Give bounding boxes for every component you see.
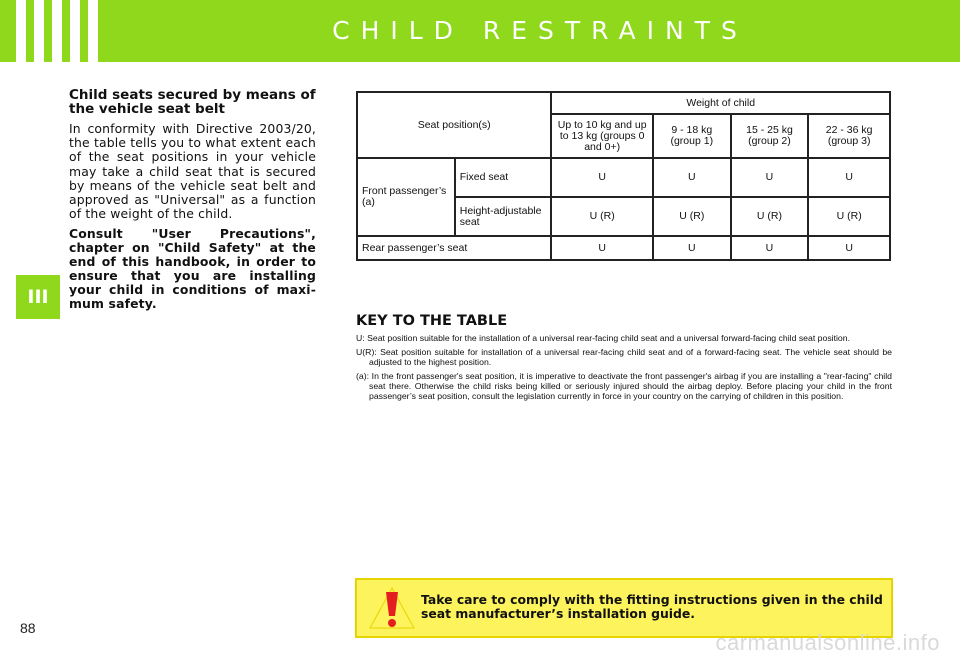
key-item: U: Seat position suitable for the installation of a universal rear-facing child seat and a universal forward-facing child seat position. (356, 333, 851, 343)
warning-text: Take care to comply with the fitting instructions given in the child seat manufacturer’s installation guide. (421, 592, 883, 621)
table-cell: U (731, 236, 809, 260)
precautions-paragraph: Consult "User Precautions", chapter on "Child Safety" at the end of this handbook, in order to ensure that you are installing your child in conditions of maxi-mum safety. (69, 226, 316, 312)
table-cell: U (731, 158, 809, 197)
seat-position-header: Seat position(s) (357, 92, 551, 158)
chapter-title: CHILD RESTRAINTS (332, 16, 748, 45)
table-cell: U (R) (731, 197, 809, 236)
table-cell: U (R) (551, 197, 653, 236)
intro-section (69, 88, 316, 311)
row-label: Rear passenger’s seat (357, 236, 551, 260)
intro-paragraph: In conformity with Directive 2003/20, the table tells you to what extent each of the seat positions in your vehicle may take a child seat that is secured by means of the vehicle seat belt and approved as "Universal" as a function of the weight of the child. (69, 121, 316, 222)
table-row (357, 236, 890, 260)
header-stripe (52, 0, 62, 62)
group-header: 9 - 18 kg (group 1) (653, 114, 731, 158)
key-section (356, 313, 892, 405)
table-cell: U (653, 236, 731, 260)
chapter-tab: III (16, 275, 60, 319)
weight-header: Weight of child (551, 92, 890, 114)
header-stripe (34, 0, 44, 62)
table-header-row (357, 92, 890, 114)
front-passenger-label: Front passenger’s (a) (357, 158, 455, 236)
child-seat-table (356, 91, 891, 261)
group-header: 22 - 36 kg (group 3) (808, 114, 890, 158)
chapter-header (0, 0, 960, 62)
table-row (357, 158, 890, 197)
table-cell: U (551, 236, 653, 260)
key-item: (a): In the front passenger's seat position, it is imperative to deactivate the front passenger's airbag if you are installing a "rear-facing" child seat there. Otherwise the child risks being killed or seriously injured should the airbag deploy. Before placing your child in the front passenger’s seat position, consult the legislation currently in force in your country on the carrying of children in this position. (356, 371, 892, 401)
warning-exclamation-icon (369, 586, 415, 630)
warning-box (355, 578, 893, 638)
header-stripe (16, 0, 26, 62)
table-cell: U (551, 158, 653, 197)
page-number: 88 (20, 620, 36, 636)
table-cell: U (808, 236, 890, 260)
key-title: KEY TO THE TABLE (356, 313, 508, 329)
group-header: 15 - 25 kg (group 2) (731, 114, 809, 158)
section-heading: Child seats secured by means of the vehicle seat belt (69, 87, 316, 117)
watermark: carmanualsonline.info (715, 630, 940, 655)
table-cell: U (R) (808, 197, 890, 236)
group-header: Up to 10 kg and up to 13 kg (groups 0 and 0+) (551, 114, 653, 158)
header-stripe (88, 0, 98, 62)
table-cell: U (808, 158, 890, 197)
row-label: Fixed seat (455, 158, 552, 197)
table-cell: U (653, 158, 731, 197)
table-cell: U (R) (653, 197, 731, 236)
row-label: Height-adjustable seat (455, 197, 552, 236)
header-stripe (70, 0, 80, 62)
key-item: U(R): Seat position suitable for installation of a universal rear-facing child seat and of a forward-facing seat. The vehicle seat should be adjusted to the highest position. (356, 347, 892, 367)
